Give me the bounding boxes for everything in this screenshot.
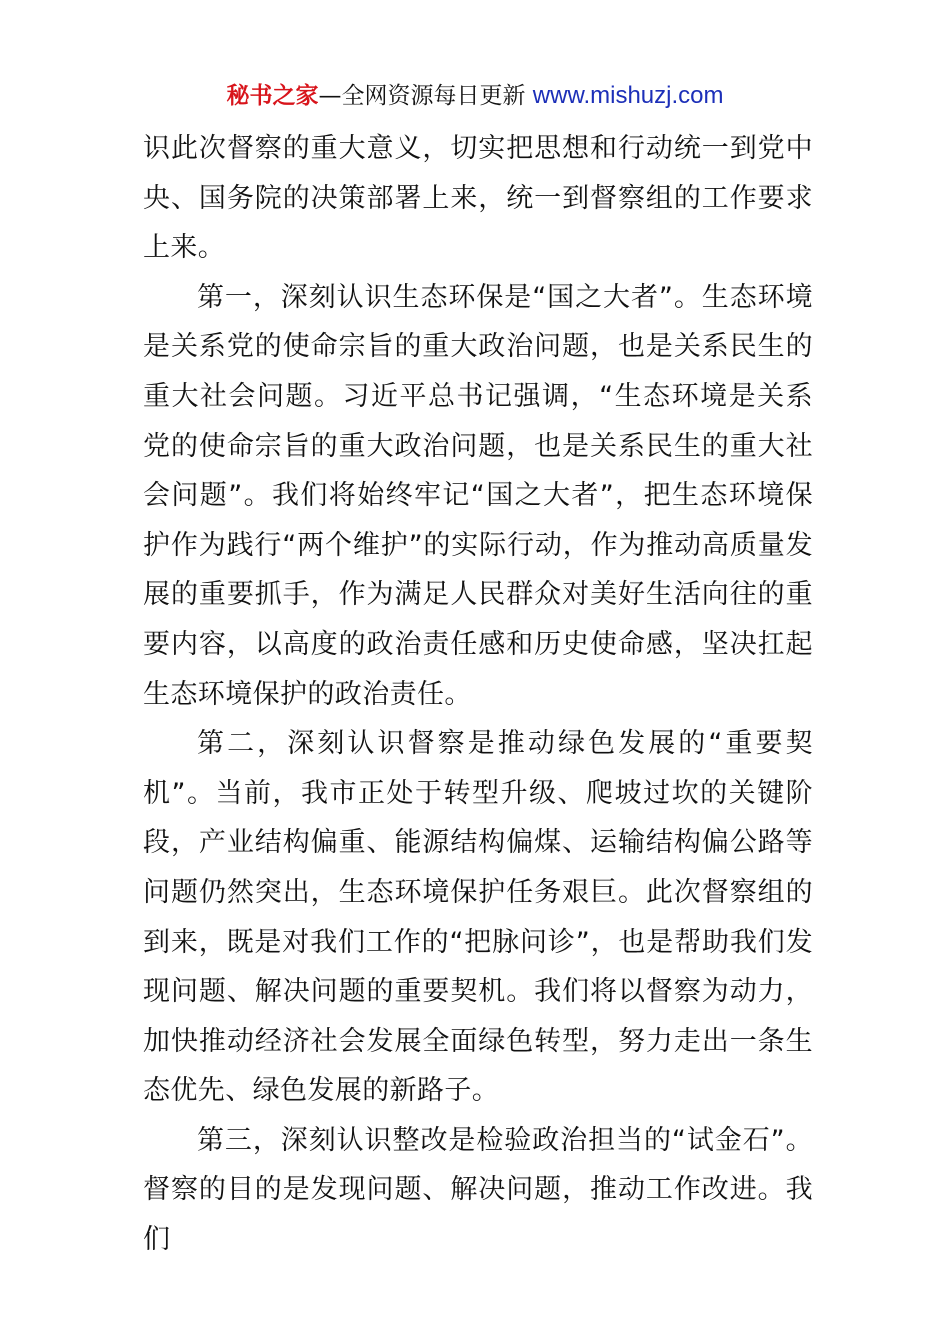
paragraph-first-point: 第一，深刻认识生态环保是“国之大者”。生态环境是关系党的使命宗旨的重大政治问题，也是关系民生的重大社会问题。习近平总书记强调，“生态环境是关系党的使命宗旨的重大政治问题，也是关系民生的重大社会问题”。我们将始终牢记“国之大者”，把生态环境保护作为践行“两个维护”的实际行动，作为推动高质量发展的重要抓手，作为满足人民群众对美好生活向往的重要内容，以高度的政治责任感和历史使命感，坚决扛起生态环境保护的政治责任。	[143, 281, 813, 710]
paragraph-second-point: 第二，深刻认识督察是推动绿色发展的“重要契机”。当前，我市正处于转型升级、爬坡过坎的关键阶段，产业结构偏重、能源结构偏煤、运输结构偏公路等问题仍然突出，生态环境保护任务艰巨。此次督察组的到来，既是对我们工作的“把脉问诊”，也是帮助我们发现问题、解决问题的重要契机。我们将以督察为动力，加快推动经济社会发展全面绿色转型，努力走出一条生态优先、绿色发展的新路子。	[143, 728, 813, 1107]
page-header	[0, 80, 950, 112]
paragraph-continuation: 识此次督察的重大意义，切实把思想和行动统一到党中央、国务院的决策部署上来，统一到督察组的工作要求上来。	[143, 133, 813, 264]
paragraph-third-point: 第三，深刻认识整改是检验政治担当的“试金石”。督察的目的是发现问题、解决问题，推动工作改进。我们	[143, 1124, 813, 1256]
header-tagline: —全网资源每日更新	[318, 83, 533, 109]
document-body	[143, 124, 813, 1265]
brand-name: 秘书之家	[226, 83, 319, 109]
site-url-link[interactable]: www.mishuzj.com	[532, 82, 724, 109]
